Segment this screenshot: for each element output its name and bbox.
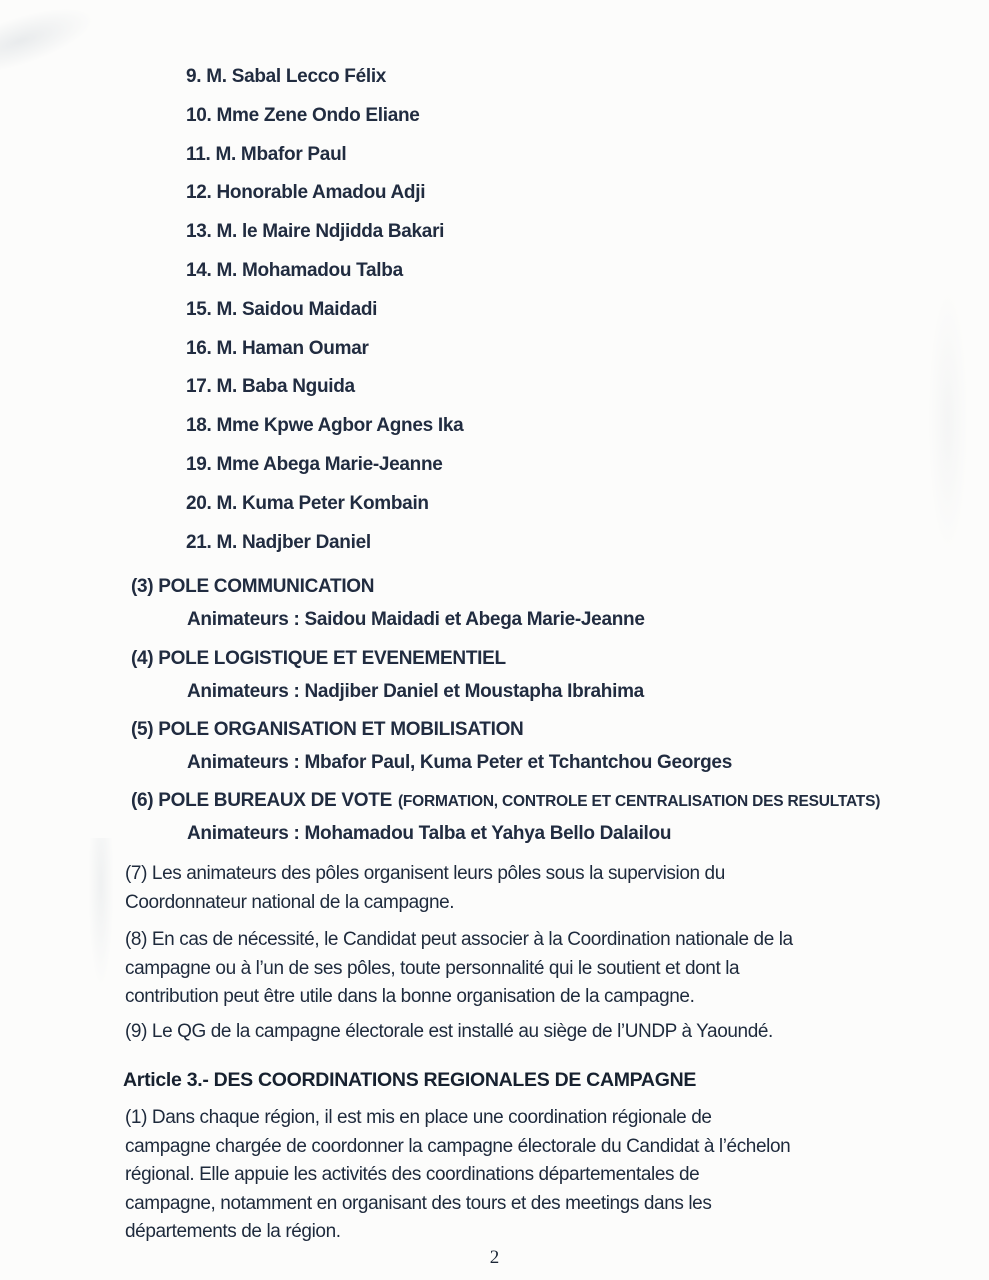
paragraph-line: (9) Le QG de la campagne électorale est installé au siège de l’UNDP à Yaoundé. bbox=[125, 1021, 773, 1042]
article-3-paragraph-1 bbox=[125, 1104, 790, 1247]
section-pole-organisation bbox=[131, 717, 732, 775]
paragraph-7 bbox=[125, 860, 725, 917]
paragraph-8 bbox=[125, 926, 793, 1012]
section-heading-suffix: (FORMATION, CONTROLE ET CENTRALISATION DES RESULTATS) bbox=[397, 793, 881, 810]
paragraph-9 bbox=[125, 1018, 773, 1047]
animateurs-line: Animateurs : Mbafor Paul, Kuma Peter et Tchantchou Georges bbox=[187, 752, 732, 773]
animateurs-line: Animateurs : Nadjiber Daniel et Moustapha Ibrahima bbox=[187, 681, 644, 702]
paragraph-line: Coordonnateur national de la campagne. bbox=[125, 891, 455, 913]
section-pole-bureaux-de-vote bbox=[131, 788, 880, 846]
list-item: 12. Honorable Amadou Adji bbox=[186, 182, 426, 204]
paragraph-line: campagne, notamment en organisant des tours et des meetings dans les bbox=[125, 1192, 712, 1214]
scan-artifact bbox=[88, 838, 114, 988]
section-heading bbox=[131, 717, 732, 743]
list-item: 13. M. le Maire Ndjidda Bakari bbox=[186, 221, 445, 243]
animateurs-line: Animateurs : Mohamadou Talba et Yahya Bello Dalailou bbox=[187, 823, 672, 844]
paragraph-line: campagne chargée de coordonner la campagne électorale du Candidat à l’échelon bbox=[125, 1135, 791, 1157]
list-item: 11. M. Mbafor Paul bbox=[186, 143, 347, 165]
animateurs-line: Animateurs : Saidou Maidadi et Abega Marie-Jeanne bbox=[187, 609, 645, 630]
list-item: 16. M. Haman Oumar bbox=[186, 337, 369, 359]
paragraph-line: régional. Elle appuie les activités des coordinations départementales de bbox=[125, 1164, 700, 1186]
list-item: 18. Mme Kpwe Agbor Agnes Ika bbox=[186, 415, 464, 437]
section-pole-communication bbox=[131, 574, 645, 632]
article-3-heading: Article 3.- DES COORDINATIONS REGIONALES DE CAMPAGNE bbox=[123, 1069, 697, 1091]
section-heading bbox=[131, 646, 644, 672]
paragraph-line: départements de la région. bbox=[125, 1221, 341, 1243]
paragraph-line: (7) Les animateurs des pôles organisent leurs pôles sous la supervision du bbox=[125, 863, 725, 884]
delegates-list bbox=[186, 66, 463, 570]
section-pole-logistique bbox=[131, 646, 644, 704]
paragraph-line: (8) En cas de nécessité, le Candidat peut associer à la Coordination nationale de la bbox=[125, 929, 793, 950]
section-heading-text: (6) POLE BUREAUX DE VOTE bbox=[131, 790, 392, 811]
list-item: 21. M. Nadjber Daniel bbox=[186, 531, 371, 553]
list-item: 19. Mme Abega Marie-Jeanne bbox=[186, 453, 443, 475]
list-item: 9. M. Sabal Lecco Félix bbox=[186, 66, 387, 87]
list-item: 20. M. Kuma Peter Kombain bbox=[186, 492, 429, 514]
scan-artifact bbox=[928, 290, 968, 550]
section-heading-text: (4) POLE LOGISTIQUE ET EVENEMENTIEL bbox=[131, 648, 506, 669]
paragraph-line: campagne ou à l’un de ses pôles, toute personnalité qui le soutient et dont la bbox=[125, 957, 740, 979]
list-item: 14. M. Mohamadou Talba bbox=[186, 259, 403, 281]
scan-artifact bbox=[0, 0, 101, 74]
list-item: 10. Mme Zene Ondo Eliane bbox=[186, 104, 420, 126]
paragraph-line: (1) Dans chaque région, il est mis en place une coordination régionale de bbox=[125, 1107, 712, 1128]
page-number: 2 bbox=[489, 1247, 500, 1268]
section-heading-text: (5) POLE ORGANISATION ET MOBILISATION bbox=[131, 719, 524, 740]
section-heading bbox=[131, 788, 880, 814]
section-heading bbox=[131, 574, 645, 600]
paragraph-line: contribution peut être utile dans la bonne organisation de la campagne. bbox=[125, 986, 695, 1008]
section-heading-text: (3) POLE COMMUNICATION bbox=[131, 576, 375, 597]
list-item: 17. M. Baba Nguida bbox=[186, 376, 355, 398]
list-item: 15. M. Saidou Maidadi bbox=[186, 298, 378, 320]
